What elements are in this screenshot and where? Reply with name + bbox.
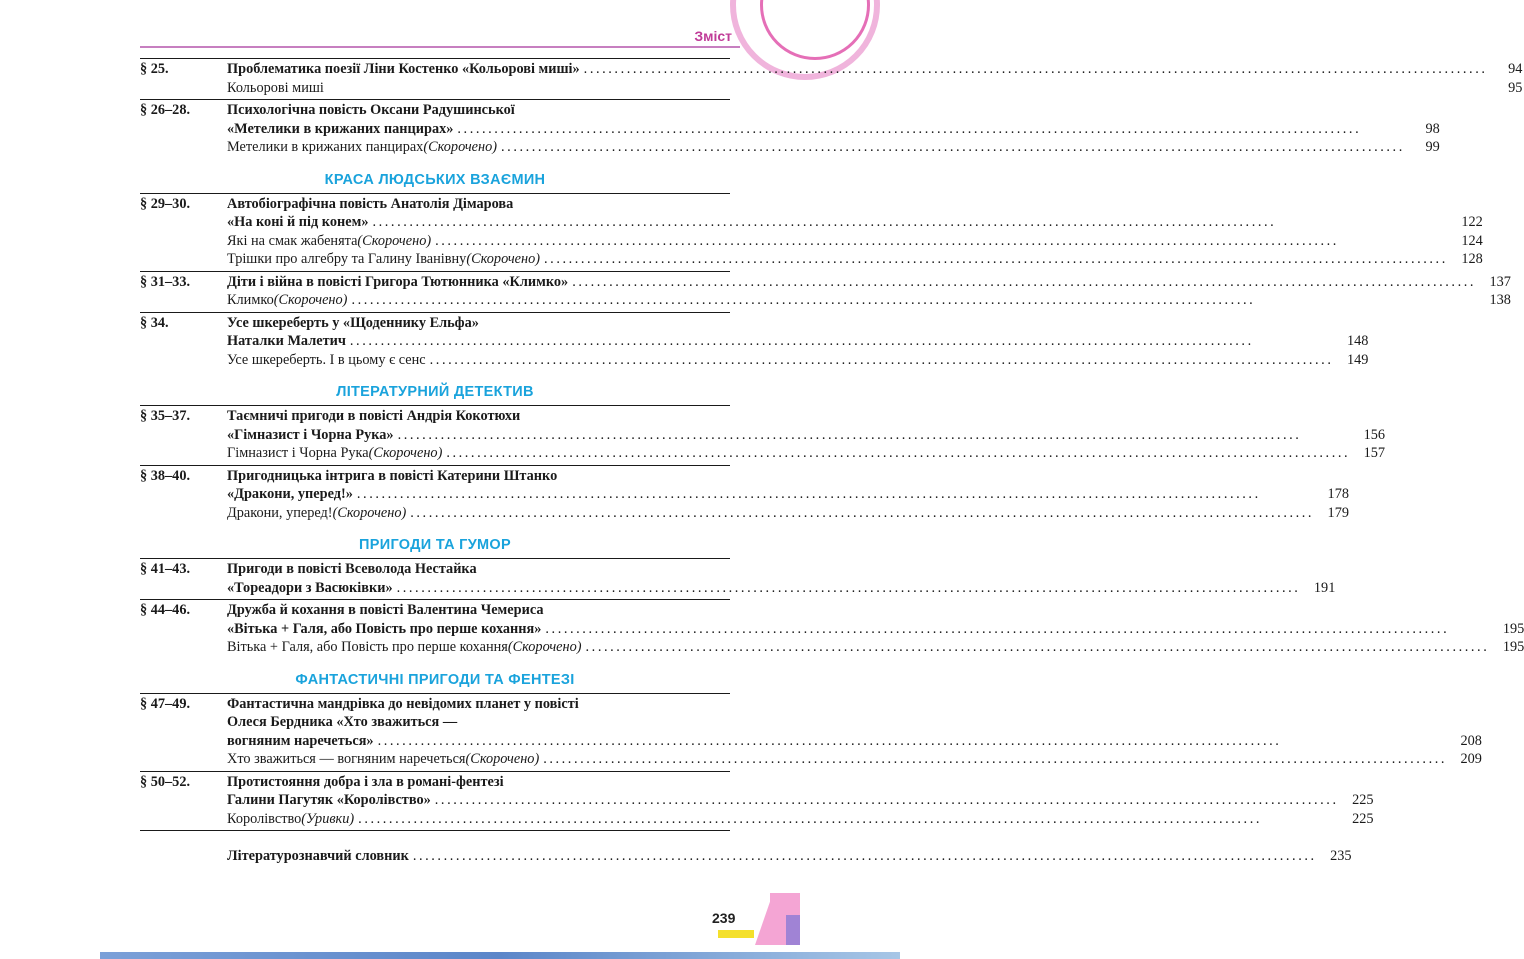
- toc-line: [227, 314, 1368, 333]
- entry-note: (Скорочено): [423, 139, 498, 155]
- toc-divider: [140, 830, 730, 831]
- section-number: § 47–49.: [140, 695, 191, 712]
- toc-line: [227, 601, 1524, 620]
- header-rule: [140, 46, 740, 48]
- toc-divider: [140, 465, 730, 466]
- toc-line: [227, 250, 1483, 269]
- dictionary-title: Літературознавчий словник: [227, 848, 409, 864]
- entry-title: «Гімназист і Чорна Рука»: [227, 426, 394, 443]
- toc-group-a: [140, 58, 1523, 157]
- entry-title: Трішки про алгебру та Галину Іванівну: [227, 251, 467, 267]
- section-heading-1: КРАСА ЛЮДСЬКИХ ВЗАЄМИН: [324, 171, 546, 188]
- toc-line: [227, 213, 1483, 232]
- page-ref: 124: [1461, 232, 1483, 249]
- toc-line: [227, 773, 1374, 792]
- entry-note: (Скорочено): [368, 445, 443, 461]
- toc-entry[interactable]: [140, 601, 1524, 657]
- toc-line: [227, 426, 1385, 445]
- entry-title: «Тореадори з Васюківки»: [227, 579, 393, 596]
- dictionary-page: 235: [1330, 848, 1352, 864]
- toc-group-e: [140, 693, 1482, 829]
- entry-title: Метелики в крижаних панцирах: [227, 139, 424, 155]
- entry-title: Пригодницька інтрига в повісті Катерини Штанко: [227, 467, 558, 484]
- page-number: 239: [712, 910, 736, 926]
- leader-dots: [350, 332, 1331, 351]
- toc-divider: [140, 558, 730, 559]
- toc-line: [227, 560, 1335, 579]
- toc-line: [227, 467, 1349, 486]
- page-ref: 208: [1460, 732, 1482, 749]
- toc-line: [227, 444, 1385, 463]
- toc-entry[interactable]: [140, 695, 1482, 769]
- entry-title: Які на смак жабенята: [227, 232, 358, 249]
- section-heading-4: ФАНТАСТИЧНІ ПРИГОДИ ТА ФЕНТЕЗІ: [295, 671, 575, 688]
- page-ref: 225: [1352, 792, 1374, 808]
- entry-note: (Скорочено): [507, 639, 582, 655]
- toc-entry[interactable]: [140, 560, 1336, 597]
- toc-line: [227, 695, 1482, 714]
- leader-dots: [572, 273, 1473, 292]
- entry-title: Психологічна повість Оксани Радушинської: [227, 102, 515, 118]
- toc-line: [227, 351, 1368, 370]
- section-number: § 26–28.: [140, 102, 191, 118]
- section-number: § 29–30.: [140, 195, 191, 212]
- entry-title: Гімназист і Чорна Рука: [227, 445, 369, 461]
- toc-entry[interactable]: [140, 273, 1511, 310]
- leader-dots: [410, 504, 1311, 523]
- toc-line: [227, 332, 1368, 351]
- section-number: § 50–52.: [140, 773, 191, 790]
- page-ref: 156: [1363, 426, 1386, 443]
- toc-line: [227, 791, 1374, 810]
- toc-divider: [140, 58, 730, 59]
- toc-line: [227, 291, 1511, 310]
- toc-line: [227, 195, 1483, 214]
- entry-title: «На коні й під конем»: [227, 214, 369, 230]
- entry-title: Пригоди в повісті Всеволода Нестайка: [227, 561, 477, 577]
- toc-entry[interactable]: [140, 314, 1369, 370]
- entry-title: Автобіографічна повість Анатолія Дімарова: [227, 195, 514, 212]
- entry-note: (Скорочено): [332, 504, 407, 521]
- page-ref: 138: [1489, 292, 1511, 308]
- entry-title: Наталки Малетич: [227, 333, 346, 349]
- table-of-contents: [140, 56, 1524, 866]
- leader-dots: [351, 291, 1473, 310]
- toc-line: [227, 504, 1349, 523]
- toc-line: [227, 732, 1482, 751]
- entry-title: Усе шкереберть у «Щоденнику Ельфа»: [227, 314, 479, 331]
- entry-title: Хто зважиться — вогняним наречеться: [227, 751, 466, 767]
- leader-dots: [435, 232, 1445, 251]
- entry-title: Дракони, уперед!: [227, 504, 333, 521]
- leader-dots: [446, 444, 1347, 463]
- page-ref: 99: [1425, 139, 1440, 155]
- page-ref: 225: [1352, 810, 1374, 827]
- entry-note: (Скорочено): [465, 751, 540, 767]
- section-number: § 44–46.: [140, 602, 191, 618]
- toc-line: [227, 232, 1483, 251]
- toc-group-d: [140, 558, 1524, 657]
- entry-note: (Скорочено): [466, 251, 541, 267]
- toc-entry[interactable]: [140, 773, 1374, 829]
- entry-title: вогняним наречеться»: [227, 732, 374, 749]
- page-ref: 137: [1489, 273, 1511, 290]
- entry-title: Галини Пагутяк «Королівство»: [227, 792, 431, 808]
- leader-dots: [501, 138, 1402, 157]
- toc-line: [227, 273, 1511, 292]
- entry-title: Королівство: [227, 810, 302, 827]
- entry-title: Дружба й кохання в повісті Валентина Чемериса: [227, 602, 544, 618]
- toc-line: [227, 638, 1524, 657]
- yellow-tab-decoration: [718, 930, 754, 938]
- toc-divider: [140, 99, 730, 100]
- leader-dots: [544, 250, 1445, 269]
- entry-title: Вітька + Галя, або Повість про перше кохання: [227, 639, 508, 655]
- toc-line: [227, 101, 1440, 120]
- entry-note: (Скорочено): [357, 232, 432, 249]
- leader-dots: [543, 750, 1444, 769]
- entry-title: Кольорові миші: [227, 79, 324, 96]
- section-number: § 35–37.: [140, 408, 191, 424]
- page-ref: 148: [1346, 333, 1369, 349]
- entry-title: «Метелики в крижаних панцирах»: [227, 120, 454, 137]
- section-number: § 41–43.: [140, 561, 191, 577]
- toc-divider: [140, 193, 730, 194]
- section-heading-2: ЛІТЕРАТУРНИЙ ДЕТЕКТИВ: [336, 384, 534, 400]
- section-number: § 34.: [140, 314, 169, 331]
- entry-title: «Вітька + Галя, або Повість про перше кохання»: [227, 620, 542, 637]
- toc-line: [227, 579, 1335, 598]
- violet-strip-decoration: [786, 915, 800, 945]
- toc-entry[interactable]: [140, 101, 1440, 157]
- toc-divider: [140, 312, 730, 313]
- page-ref: 157: [1363, 445, 1386, 461]
- page-ref: 94: [1508, 61, 1523, 77]
- toc-divider: [140, 271, 730, 272]
- dictionary-entry[interactable]: [140, 847, 1352, 866]
- leader-dots: [586, 638, 1487, 657]
- toc-divider: [140, 405, 730, 406]
- toc-line: [227, 60, 1522, 79]
- page-ref: 195: [1502, 620, 1524, 637]
- leader-dots: [413, 847, 1314, 866]
- leader-dots: [358, 810, 1335, 829]
- leader-dots: [430, 351, 1331, 370]
- toc-entry[interactable]: [140, 467, 1349, 523]
- entry-note: (Скорочено): [273, 292, 348, 308]
- section-heading-3: ПРИГОДИ ТА ГУМОР: [359, 537, 511, 553]
- entry-title: Діти і війна в повісті Григора Тютюнника «Климко»: [227, 273, 569, 290]
- leader-dots: [378, 732, 1444, 751]
- entry-title: «Дракони, уперед!»: [227, 486, 353, 502]
- toc-line: [227, 713, 1482, 732]
- toc-line: [227, 750, 1482, 769]
- page-ref: 178: [1327, 486, 1349, 502]
- page-ref: 149: [1346, 351, 1369, 368]
- section-number: § 25.: [140, 61, 169, 77]
- leader-dots: [372, 213, 1444, 232]
- header-title: Зміст: [694, 28, 732, 44]
- toc-line: [227, 485, 1349, 504]
- entry-title: Фантастична мандрівка до невідомих планет у повісті: [227, 695, 579, 712]
- page-ref: 179: [1327, 504, 1349, 521]
- toc-divider: [140, 693, 730, 694]
- entry-title: Протистояння добра і зла в романі-фентезі: [227, 773, 504, 790]
- page-ref: 195: [1502, 639, 1524, 655]
- entry-title: Климко: [227, 292, 274, 308]
- toc-line: [227, 138, 1440, 157]
- leader-dots: [545, 620, 1486, 639]
- toc-group-c: [140, 405, 1386, 522]
- leader-dots: [584, 60, 1485, 79]
- section-number: § 31–33.: [140, 273, 191, 290]
- page-ref: 191: [1313, 579, 1336, 596]
- toc-group-b: [140, 193, 1511, 370]
- toc-line: [227, 407, 1385, 426]
- page-ref: 95: [1508, 79, 1523, 96]
- toc-line: [227, 79, 1522, 98]
- page-ref: 209: [1460, 751, 1482, 767]
- page-ref: 122: [1461, 214, 1483, 230]
- entry-title: Олеся Бердника «Хто зважиться —: [227, 714, 458, 730]
- leader-dots: [435, 791, 1336, 810]
- entry-title: Усе шкереберть. І в цьому є сенс: [227, 351, 426, 368]
- leader-dots: [457, 120, 1401, 139]
- entry-title: Проблематика поезії Ліни Костенко «Кольорові миші»: [227, 61, 580, 77]
- section-number: § 38–40.: [140, 467, 191, 484]
- entry-note: (Уривки): [301, 810, 355, 827]
- leader-dots: [397, 579, 1298, 598]
- toc-divider: [140, 771, 730, 772]
- page-ref: 98: [1425, 120, 1440, 137]
- toc-line: [227, 620, 1524, 639]
- toc-line: [227, 120, 1440, 139]
- toc-entry[interactable]: [140, 407, 1386, 463]
- leader-dots: [398, 426, 1348, 445]
- toc-entry[interactable]: [140, 60, 1523, 97]
- page-ref: 128: [1461, 251, 1483, 267]
- entry-title: Таємничі пригоди в повісті Андрія Кокотюхи: [227, 408, 521, 424]
- toc-divider: [140, 599, 730, 600]
- leader-dots: [357, 485, 1311, 504]
- toc-line: [227, 810, 1374, 829]
- footer-bar: [100, 952, 900, 959]
- toc-entry[interactable]: [140, 195, 1483, 269]
